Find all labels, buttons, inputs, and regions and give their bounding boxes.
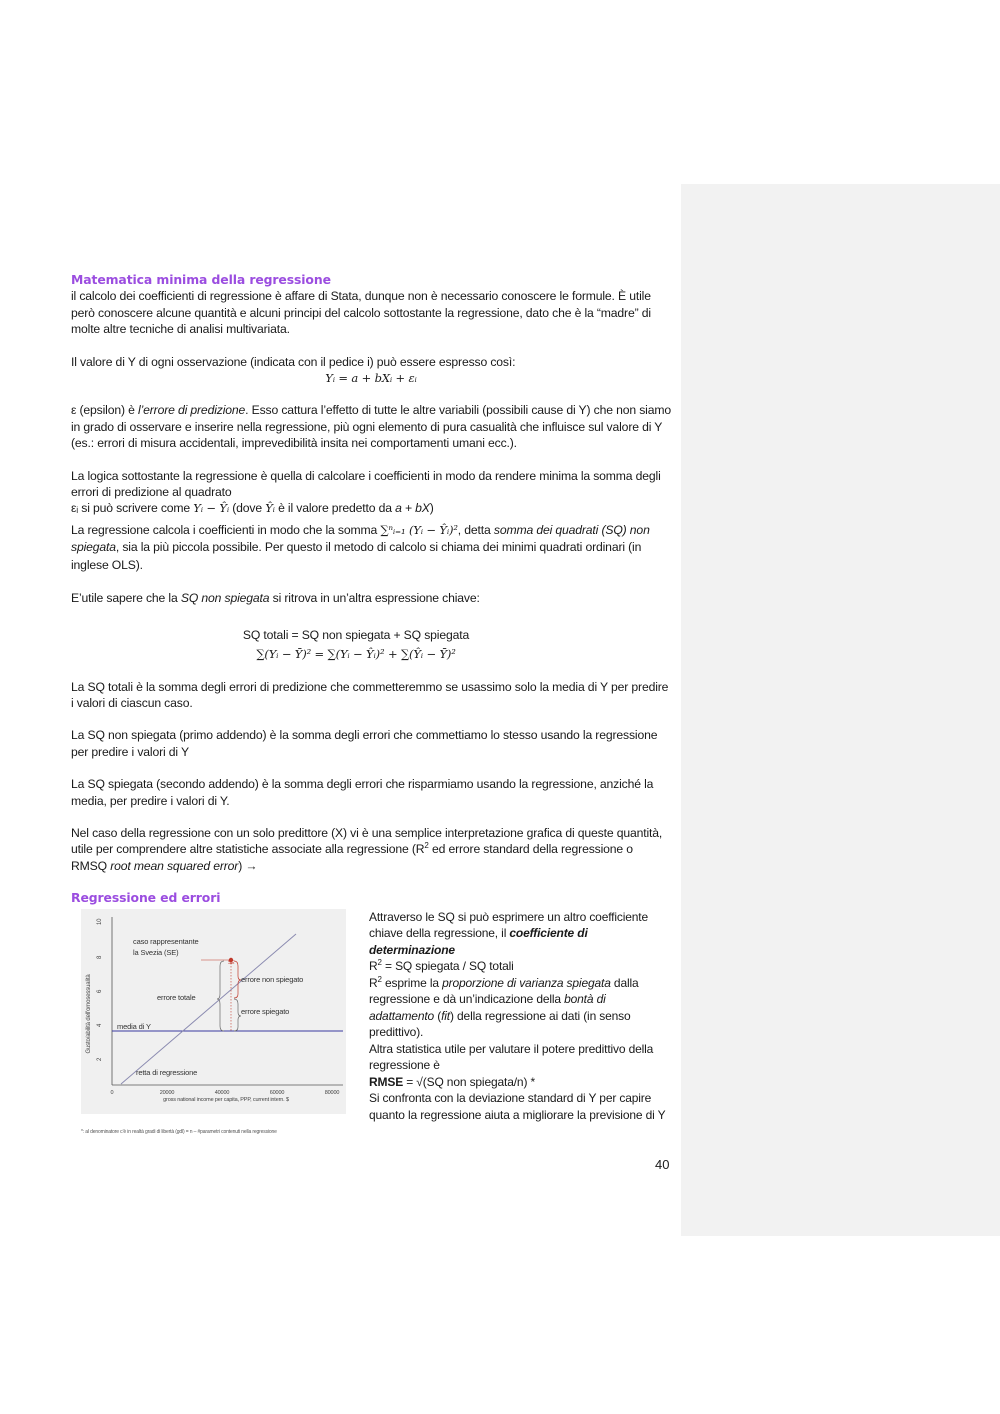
x-tick-label: 60000 [269,1089,285,1096]
x-axis-label: gross national income per capita, PPP, current intern. $ [163,1096,289,1103]
paragraph: La SQ spiegata (secondo addendo) è la somma degli errori che risparmiamo usando la regressione, anziché la media, per predire i valori di Y. [71,777,654,808]
paragraph: La SQ totali è la somma degli errori di predizione che commetteremmo se usassimo solo la media di Y per predire i valori di ciascun caso. [71,679,669,710]
y-axis-label: Gusto/abilità dell'omosessualità [86,974,92,1054]
x-tick-label: 20000 [159,1089,175,1096]
regression-figure [81,909,366,1141]
total-error-label: errore totale [157,992,196,1002]
x-tick-label: 80000 [324,1089,340,1096]
x-tick-label: 0 [110,1089,114,1096]
mean-label: media di Y [117,1021,151,1031]
page-content [71,272,671,1140]
paragraph: La logica sottostante la regressione è quella di calcolare i coefficienti in modo da rendere minima la somma degli errori di predizione al quadrato [71,468,661,500]
equation: Yᵢ = a + bXᵢ + εᵢ [325,371,417,386]
y-tick-label: 8 [97,955,103,959]
section-heading: Matematica minima della regressione [71,272,331,287]
equation-words: SQ totali = SQ non spiegata + SQ spiegata [242,627,470,642]
paragraph: Altra statistica utile per valutare il potere predittivo della regressione è [369,1041,654,1073]
side-text [369,909,671,1141]
case-label: caso rappresentante [133,936,199,946]
paragraph: Attraverso le SQ si può esprimere un altro coefficiente chiave della regressione, il coefficiente di determinazione [369,909,649,957]
y-tick-label: 6 [97,989,103,993]
y-tick-label: 4 [97,1023,103,1027]
comment-pane [681,184,1000,1236]
equation-sums: ∑(Yᵢ − Ȳ)² = ∑(Yᵢ − Ŷᵢ)² + ∑(Ŷᵢ − Ȳ)² [256,647,456,662]
paragraph: La regressione calcola i coefficienti in modo che la somma ∑ⁿᵢ₌₁ (Yᵢ − Ŷᵢ)², detta somma dei quadrati (SQ) non spiegata, sia la più piccola possibile. Per questo il metodo di calcolo si chiama dei minimi quadrati ordinari (in inglese OLS). [71,522,650,572]
unexplained-error-label: errore non spiegato [241,974,304,984]
paragraph: La SQ non spiegata (primo addendo) è la somma degli errori che commettiamo lo stesso usando la regressione per predire i valori di Y [71,728,658,759]
regression-line-label: retta di regressione [136,1067,198,1077]
paragraph: ε (epsilon) è l’errore di predizione. Esso cattura l’effetto di tutte le altre variabili (possibili cause di Y) che non siamo in grado di osservare e inserire nella regressione, più ogni elemento di pura casualità che influisce sul valore di Y (es.: errori di misura accidentali, imprevedibilità insita nei comportamenti umani ecc.). [71,403,671,451]
paragraph: Il valore di Y di ogni osservazione (indicata con il pedice i) può essere espresso così: [71,354,516,369]
paragraph: εᵢ si può scrivere come Yᵢ − Ŷᵢ (dove Ŷᵢ è il valore predetto da a + bX) [71,501,434,516]
footnote: *: al denominatore c’è in realtà gradi di libertà (gdl) = n – #parametri contenuti nella regressione [81,1129,277,1136]
explained-error-label: errore spiegato [241,1006,290,1016]
paragraph: il calcolo dei coefficienti di regressione è affare di Stata, dunque non è necessario conoscere le formule. È utile però conoscere alcune quantità e alcuni principi del calcolo sottostante la regressione, dato che è la “madre” di molte altre tecniche di analisi multivariata. [71,289,651,337]
paragraph: E’utile sapere che la SQ non spiegata si ritrova in un’altra espressione chiave: [71,591,480,606]
page-number: 40 [655,1157,670,1172]
regression-diagram [81,909,346,1114]
paragraph: Si confronta con la deviazione standard di Y per capire quanto la regressione aiuta a migliorare la previsione di Y [369,1091,666,1122]
y-tick-label: 2 [97,1057,103,1061]
formula: RMSE = √(SQ non spiegata/n) * [369,1074,535,1089]
paragraph: Nel caso della regressione con un solo predittore (X) vi è una semplice interpretazione grafica di queste quantità, utile per comprendere altre statistiche associate alla regressione ($R^2$ ed errore standard della regressione o RMSQ root mean squared error) → [71,826,663,873]
y-tick-label: 10 [97,918,103,925]
formula: $R^2$ = SQ spiegata / SQ totali [369,958,514,974]
point-label: SE [228,959,235,966]
paragraph: $R^2$ esprime la proporzione di varianza spiegata dalla regressione e dà un’indicazione della bontà di adattamento (fit) della regressione ai dati (in senso predittivo). [369,974,639,1040]
x-tick-label: 40000 [214,1089,230,1096]
case-label-2: la Svezia (SE) [133,947,179,957]
section-heading: Regressione ed errori [71,890,221,906]
